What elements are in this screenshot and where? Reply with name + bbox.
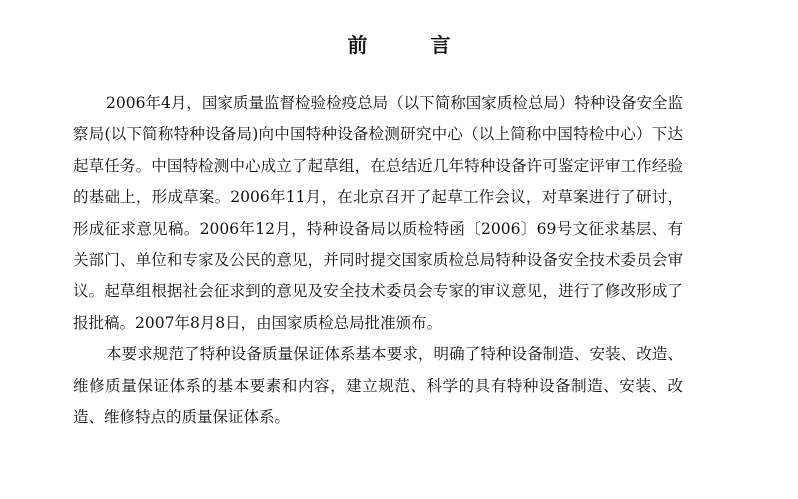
paragraph-1: 2006年4月，国家质量监督检验检疫总局（以下简称国家质检总局）特种设备安全监察局(以下简称特种设备局)向中国特种设备检测研究中心（以上简称中国特检中心）下达起草任务。中国特检测中心成立了起草组，在总结近几年特种设备许可鉴定评审工作经验的基础上，形成草案。2006年11月，在北京召开了起草工作会议，对草案进行了研讨，形成征求意见稿。2006年12月，特种设备局以质检特函〔2006〕69号文征求基层、有关部门、单位和专家及公民的意见，并同时提交国家质检总局特种设备安全技术委员会审议。起草组根据社会征求到的意见及安全技术委员会专家的审议意见，进行了修改形成了报批稿。2007年8月8日，由国家质检总局批准颁布。 bbox=[73, 94, 683, 332]
paragraph-2: 本要求规范了特种设备质量保证体系基本要求，明确了特种设备制造、安装、改造、维修质量保证体系的基本要素和内容，建立规范、科学的具有特种设备制造、安装、改造、维修特点的质量保证体系。 bbox=[73, 345, 683, 427]
page-title: 前 言 bbox=[347, 33, 479, 57]
document-body bbox=[73, 88, 683, 433]
